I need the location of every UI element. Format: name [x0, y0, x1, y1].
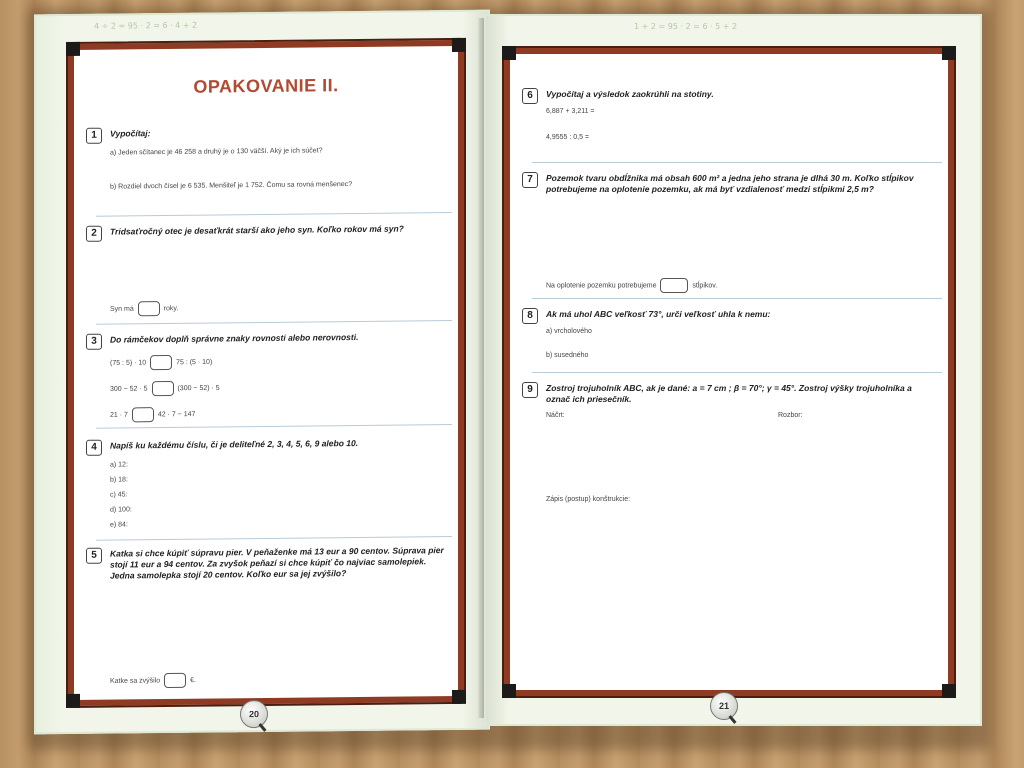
right-page: [484, 14, 982, 726]
expression-right: (300 − 52) · 5: [177, 384, 220, 393]
page-title: OPAKOVANIE II.: [193, 75, 339, 97]
task-number: 1: [86, 128, 102, 144]
task-separator: [96, 212, 452, 217]
task-3: [86, 330, 444, 419]
comparison-row: [110, 355, 212, 371]
expression-right: 42 · 7 − 147: [157, 411, 196, 419]
task-question: Vypočítaj:: [110, 128, 151, 139]
answer-suffix: roky.: [163, 305, 179, 313]
task-number: 7: [522, 172, 538, 188]
left-page-frame: [68, 40, 464, 706]
expression-left: 300 − 52 · 5: [110, 385, 148, 393]
task-question: Ak má uhol ABC veľkosť 73°, urči veľkosť uhla k nemu:: [546, 309, 771, 319]
task-number: 9: [522, 382, 538, 398]
task-1: [86, 124, 444, 191]
task-line: c) 45:: [110, 491, 128, 499]
answer-prefix: Syn má: [110, 305, 134, 313]
answer-box[interactable]: [164, 673, 186, 688]
task-number: 8: [522, 308, 538, 324]
task-line: b) 18:: [110, 476, 128, 484]
answer-box[interactable]: [660, 278, 688, 293]
task-number: 6: [522, 88, 538, 104]
task-separator: [532, 162, 942, 163]
comparison-row: [110, 407, 195, 423]
task-line: 4,9555 : 0,5 =: [546, 134, 590, 141]
margin-formula-decoration: 4 ÷ 2 = 95 · 2 = 6 · 4 + 2: [94, 20, 198, 31]
task-line: a) 12:: [110, 461, 128, 469]
task-number: 3: [86, 334, 102, 350]
construction-label: Zápis (postup) konštrukcie:: [546, 496, 631, 503]
task-question: Vypočítaj a výsledok zaokrúhli na stotiny.: [546, 89, 714, 99]
answer-prefix: Katke sa zvýšilo: [110, 677, 161, 685]
task-line: b) susedného: [546, 352, 589, 359]
task-line: d) 100:: [110, 506, 132, 514]
left-page: [34, 10, 490, 735]
page-number-badge: 20: [240, 700, 268, 728]
answer-prefix: Na oplotenie pozemku potrebujeme: [546, 282, 657, 290]
answer-line: [110, 301, 178, 317]
task-number: 4: [86, 440, 102, 456]
task-5: [86, 544, 444, 685]
comparison-box[interactable]: [132, 407, 154, 422]
margin-formula-decoration: 1 + 2 = 95 · 2 = 6 · 5 + 2: [634, 22, 738, 31]
task-number: 2: [86, 226, 102, 242]
comparison-row: [110, 380, 220, 396]
task-separator: [96, 424, 452, 429]
task-question: Tridsaťročný otec je desaťkrát starší ako jeho syn. Koľko rokov má syn?: [110, 223, 404, 237]
task-number: 5: [86, 548, 102, 564]
task-line: e) 84:: [110, 521, 128, 529]
task-line: b) Rozdiel dvoch čísel je 6 535. Menšiteľ je 1 752. Čomu sa rovná menšenec?: [110, 181, 353, 191]
answer-line: [546, 278, 717, 293]
task-line: 6,887 + 3,211 =: [546, 108, 595, 115]
task-separator: [532, 372, 942, 373]
task-question: Pozemok tvaru obdĺžnika má obsah 600 m² a jedna jeho strana je dlhá 30 m. Koľko stĺpikov potrebujeme na oplotenie pozemku, ak má byť vzdialenosť medzi stĺpikmi 2,5 m?: [546, 173, 914, 194]
page-number-badge: 21: [710, 692, 738, 720]
task-question: Do rámčekov doplň správne znaky rovnosti alebo nerovnosti.: [110, 331, 359, 345]
task-question: Zostroj trojuholník ABC, ak je dané: a = 7 cm ; β = 70°; γ = 45°. Zostroj výšky trojuholníka a označ ich priesečník.: [546, 383, 912, 404]
answer-suffix: €.: [190, 677, 196, 685]
right-page-frame: [504, 48, 954, 696]
task-separator: [96, 536, 452, 541]
task-separator: [96, 320, 452, 325]
task-question: Napíš ku každému číslu, či je deliteľné 2, 3, 4, 5, 6, 9 alebo 10.: [110, 437, 359, 451]
sketch-label: Náčrt:: [546, 412, 565, 419]
task-question: Katka si chce kúpiť súpravu pier. V peňaženke má 13 eur a 90 centov. Súprava pier stojí 11 eur a 94 centov. Za zvyšok peňazí si chce kúpiť čo najviac samolepiek. Jedna samolepka stojí 20 centov. Koľko eur sa jej zvýšilo?: [110, 545, 444, 581]
analysis-label: Rozbor:: [778, 412, 803, 419]
answer-suffix: stĺpikov.: [692, 282, 718, 290]
task-4: [86, 436, 444, 529]
task-line: a) Jeden sčítanec je 46 258 a druhý je o 130 väčší. Aký je ich súčet?: [110, 147, 323, 157]
task-line: a) vrcholového: [546, 328, 592, 335]
comparison-box[interactable]: [150, 355, 172, 370]
answer-box[interactable]: [138, 301, 160, 316]
task-2: [86, 222, 444, 313]
task-separator: [532, 298, 942, 299]
answer-line: [110, 673, 196, 689]
comparison-box[interactable]: [152, 381, 174, 396]
expression-right: 75 : (5 · 10): [176, 358, 213, 367]
expression-left: (75 : 5) · 10: [110, 359, 147, 367]
expression-left: 21 · 7: [110, 411, 128, 419]
